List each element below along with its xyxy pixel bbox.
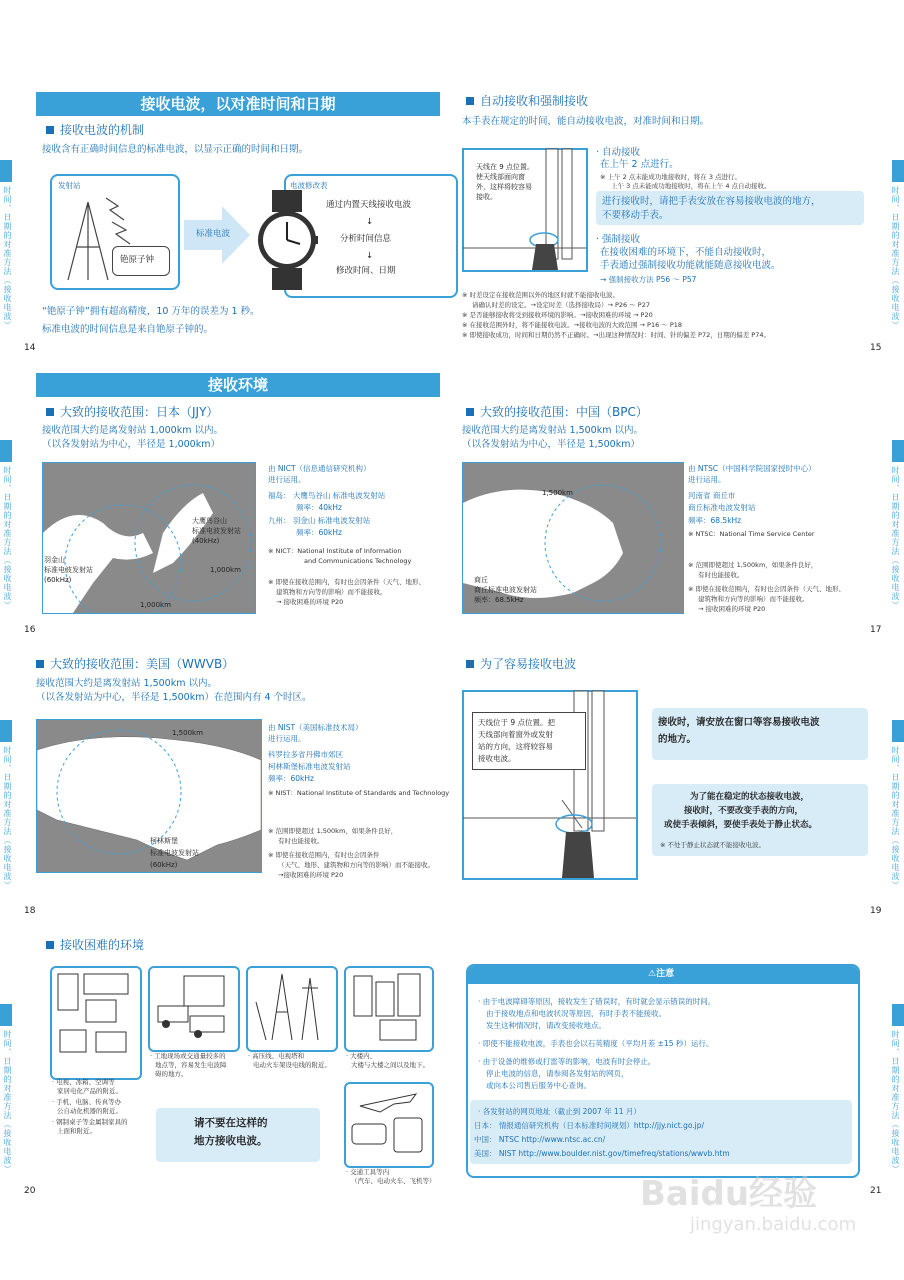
ntsc-note: ※ NTSC：National Time Service Center	[688, 530, 815, 538]
cap2-l3: 碍的地方。	[155, 1070, 188, 1078]
easy-reception-heading: 为了容易接收电波	[466, 655, 576, 672]
p18-note-0b: 有时也能接收。	[278, 837, 324, 845]
map-label-fortcollins-3: (60kHz)	[150, 861, 178, 869]
placement-tip-1: 进行接收时，请把手表安放在容易接收电波的地方，	[602, 196, 821, 207]
map-label-fortcollins-1: 柯林斯堡	[150, 837, 178, 845]
map-label-otakadoya-1: 大鹰鸟谷山	[192, 517, 227, 525]
auto-receive-note-2: 上午 3 点未能成功地接收时，将在上午 4 点自动接收。	[611, 182, 771, 190]
denver-suburb: 科罗拉多省丹佛市郊区	[268, 750, 343, 759]
cap1-l1: · 电视、冰箱、空调等	[52, 1078, 115, 1086]
fukushima-station: 福岛： 大鹰鸟谷山 标准电波发射站	[268, 491, 386, 500]
japan-range-l2: （以各发射站为中心，半径是 1,000km）	[42, 439, 220, 450]
fortcollins-frequency: 频率：60kHz	[268, 774, 314, 783]
side-tab-text: 时间、日期的对准方法（接收电波）	[3, 1030, 12, 1174]
p15-note-5: ※ 即使接收成功，时间和日期仍然不正确时。→出现这种情况时：时间、针的偏差 P72，日期的偏差 P74。	[462, 331, 770, 339]
side-tab-text: 时间、日期的对准方法（接收电波）	[3, 746, 12, 890]
p17-note-3: → 接收困难的环境 P20	[698, 605, 766, 613]
construction-traffic-icon	[154, 972, 230, 1042]
side-tab-text: 时间、日期的对准方法（接收电波）	[891, 466, 900, 610]
p15-note-2: 请确认时差的设定。→设定时差（选择接收局）→ P26 ～ P27	[472, 301, 650, 309]
page-number: 15	[870, 343, 882, 353]
website-china[interactable]: 中国： NTSC http://www.ntsc.ac.cn/	[474, 1135, 606, 1144]
p16-note-2: 建筑物和方向等的影响）而不能接收。	[276, 588, 387, 596]
mechanism-intro: 接收含有正确时间信息的标准电波，以显示正确的时间和日期。	[42, 144, 309, 155]
stability-tip-1: 为了能在稳定的状态接收电波，	[690, 792, 810, 802]
page-number: 20	[24, 1186, 36, 1196]
cap4-l1: · 大楼内、	[346, 1052, 377, 1060]
force-receive-line-1: 在接收困难的环境下，不能自动接收时，	[600, 247, 772, 258]
map-label-fortcollins-2: 标准电波发射站	[150, 849, 199, 857]
website-title: · 各发射站的网页地址（截止到 2007 年 11 月）	[478, 1107, 641, 1116]
cap3-l1: · 高压线、电视塔和	[248, 1052, 305, 1060]
signal-source-note: 标准电波的时间信息是来自铯原子钟的。	[42, 324, 214, 335]
usa-range-l2: （以各发射站为中心，半径是 1,500km）在范围内有 4 个时区。	[36, 692, 312, 703]
usa-map	[36, 719, 262, 873]
kyushu-station: 九州： 羽金山 标准电波发射站	[268, 516, 371, 525]
p17-note-2: 建筑物和方向等的影响）而不能接收。	[698, 595, 809, 603]
map-label-hagane-1: 羽金山	[44, 556, 65, 564]
map-label-1500km: 1,500km	[172, 729, 203, 737]
side-tab-text: 时间、日期的对准方法（接收电波）	[3, 466, 12, 610]
cap2-l1: · 工地现场或交通量较多的	[150, 1052, 226, 1060]
wristwatch-icon	[256, 190, 318, 290]
page-number: 18	[24, 906, 36, 916]
fukushima-frequency: 频率：40kHz	[296, 503, 342, 512]
p15-note-4: ※ 在接收范围外时，将不能接收电波。→接收电波的大致范围 → P16 ～ P18	[462, 321, 683, 329]
side-tab-text: 时间、日期的对准方法（接收电波）	[891, 746, 900, 890]
map-label-hagane-3: (60kHz)	[44, 576, 72, 584]
watermark-url: jingyan.baidu.com	[690, 1214, 857, 1235]
shangqiu-city: 河南省 商丘市	[688, 491, 736, 500]
china-range-l2: （以各发射站为中心，半径是 1,500km）	[462, 439, 640, 450]
japan-map	[42, 462, 256, 614]
nist-note: ※ NIST：National Institute of Standards and Technology	[268, 789, 450, 797]
stability-tip-3: 或使手表倾斜，要使手表处于静止状态。	[664, 820, 818, 830]
stability-note: ※ 不处于静止状态就不能接收电波。	[660, 841, 766, 849]
cap1-l3: · 手机、电脑、传真等办	[52, 1098, 122, 1106]
nict-note-1: ※ NICT：National Institute of Information	[268, 547, 402, 555]
placement-tip-2: 的地方。	[658, 734, 697, 745]
side-tab-left	[0, 160, 12, 182]
page-16-banner: 接收环境	[36, 373, 440, 397]
force-receive-title: · 强制接收	[596, 234, 641, 245]
shangqiu-station: 商丘标准电波发射站	[688, 503, 756, 512]
ntsc-operator-1: 由 NTSC（中国科学院国家授时中心）	[688, 464, 816, 473]
map-label-1000km-b: 1,000km	[140, 601, 171, 609]
p17-note-1: ※ 即使在接收范围内，有时也会因条件（天气、地形、	[688, 585, 846, 593]
map-label-shangqiu-1: 商丘	[474, 576, 488, 584]
auto-force-heading: 自动接收和强制接收	[466, 92, 588, 109]
page-number: 14	[24, 343, 36, 353]
caution-3a: · 由于设备的维修或打雷等的影响，电波有时会停止。	[478, 1057, 656, 1066]
p18-note-0a: ※ 范围即使超过 1,500km，如果条件良好，	[268, 827, 398, 835]
vehicles-icon	[350, 1088, 424, 1158]
china-range-heading: 大致的接收范围：中国（BPC）	[466, 403, 648, 420]
cesium-note: “铯原子钟”拥有超高精度，10 万年的误差为 1 秒。	[42, 306, 260, 317]
p16-note-1: ※ 即使在接收范围内，有时也会因条件（天气、地形、	[268, 578, 426, 586]
flow-arrow-1: ↓	[366, 217, 374, 227]
cap3-l2: 电动火车架设电线的附近。	[253, 1061, 331, 1069]
cap5-l1: · 交通工具等内	[346, 1168, 390, 1176]
p18-note-1: ※ 即使在接收范围内，有时也会因条件	[268, 851, 380, 859]
cap1-l4: 公自动化机器的附近。	[57, 1107, 122, 1115]
caution-3c: 或向本公司售后服务中心查询。	[486, 1081, 591, 1090]
atomic-clock-label: 铯原子钟	[120, 255, 155, 265]
watermark-logo: Baidu经验	[640, 1174, 818, 1214]
map-label-1500km: 1,500km	[542, 489, 573, 497]
p15-note-1: ※ 时差设定在接收范围以外的地区时就不能接收电波。	[462, 291, 620, 299]
stability-tip-2: 接收时，不要改变手表的方向，	[684, 806, 804, 816]
page-number: 19	[870, 906, 882, 916]
flow-step-2: 分析时间信息	[340, 234, 392, 244]
map-label-1000km-a: 1,000km	[210, 566, 241, 574]
map-label-otakadoya-2: 标准电波发射站	[192, 527, 241, 535]
shangqiu-frequency: 频率：68.5kHz	[688, 516, 742, 525]
side-tab-left	[0, 720, 12, 742]
p15-note-3: ※ 是否能够接收将受到接收环境的影响。→接收困难的环境 → P20	[462, 311, 653, 319]
map-label-shangqiu-2: 商丘标准电波发射站	[474, 586, 537, 594]
nict-operator-1: 由 NICT（信息通信研究机构）	[268, 464, 371, 473]
map-label-hagane-2: 标准电波发射站	[44, 566, 93, 574]
nist-operator-2: 进行运用。	[268, 734, 306, 743]
p18-note-3: →接收困难的环境 P20	[278, 871, 344, 879]
caution-2: · 即使不能接收电波，手表也会以石英精度（平均月差 ±15 秒）运行。	[478, 1039, 714, 1048]
fortcollins-station: 柯林斯堡标准电波发射站	[268, 762, 351, 771]
p17-note-0b: 有时也能接收。	[698, 571, 744, 579]
side-tab-left	[0, 1004, 12, 1026]
side-tab-right	[892, 160, 904, 182]
nict-operator-2: 进行运用。	[268, 475, 306, 484]
side-tab-text: 时间、日期的对准方法（接收电波）	[891, 1030, 900, 1174]
window-tip-1: 天线位于 9 点位置。把	[478, 718, 556, 727]
cap1-l2: 家居电化产品的附近。	[57, 1087, 122, 1095]
appliances-icon	[56, 972, 132, 1072]
website-usa[interactable]: 美国： NIST http://www.boulder.nist.gov/timefreq/stations/wwvb.htm	[474, 1149, 730, 1158]
signal-arrow-label: 标准电波	[196, 229, 231, 239]
window-tip-2: 使天线部面向窗	[476, 173, 525, 181]
force-receive-line-2: 手表通过强制接收功能就能随意接收电波。	[600, 260, 781, 271]
cap2-l2: 地点等，容易发生电波障	[155, 1061, 227, 1069]
side-tab-right	[892, 440, 904, 462]
auto-receive-title: · 自动接收	[596, 147, 641, 158]
map-label-otakadoya-3: (40kHz)	[192, 537, 220, 545]
p17-note-0a: ※ 范围即使超过 1,500km，如果条件良好，	[688, 561, 818, 569]
do-not-receive-l1: 请不要在这样的	[194, 1117, 268, 1129]
flow-step-1: 通过内置天线接收电波	[326, 200, 412, 210]
website-japan[interactable]: 日本： 情报通信研究机构（日本标准时间规划）http://jjy.nict.go.jp/	[474, 1121, 705, 1130]
japan-range-l1: 接收范围大约是离发射站 1,000km 以内。	[42, 425, 223, 436]
auto-force-intro: 本手表在规定的时间，能自动接收电波，对准时间和日期。	[462, 116, 710, 127]
ntsc-operator-2: 进行运用。	[688, 475, 726, 484]
p16-note-3: → 接收困难的环境 P20	[276, 598, 344, 606]
cap4-l2: 大楼与大楼之间以及地下。	[351, 1061, 429, 1069]
side-tab-left	[0, 440, 12, 462]
usa-range-heading: 大致的接收范围：美国（WWVB）	[36, 655, 234, 672]
caution-1c: 发生这种情况时，请改变接收地点。	[486, 1021, 606, 1030]
force-receive-link[interactable]: → 强制接收方法 P56 ～ P57	[600, 275, 697, 284]
window-tip-4: 接收。	[476, 193, 497, 201]
page-number: 16	[24, 625, 36, 635]
side-tab-text: 时间、日期的对准方法（接收电波）	[3, 186, 12, 330]
flow-arrow-2: ↓	[366, 251, 374, 261]
flow-step-3: 修改时间、日期	[336, 266, 396, 276]
caution-1a: · 由于电波障碍等原因，接收发生了错误时，有时就会显示错误的时间。	[478, 997, 716, 1006]
p18-note-2: （天气、地形、建筑物和方向等的影响）而不能接收。	[278, 861, 434, 869]
window-tip-2: 天线部向着窗外或发射	[478, 730, 553, 739]
kyushu-frequency: 频率：60kHz	[296, 528, 342, 537]
side-tab-right	[892, 720, 904, 742]
caution-1b: 由于接收地点和电波状况等原因，有时手表不能接收。	[486, 1009, 666, 1018]
china-range-l1: 接收范围大约是离发射站 1,500km 以内。	[462, 425, 643, 436]
watch-box-title: 电波修改表	[290, 181, 328, 190]
cap1-l5: · 钢制桌子等金属制家具的	[52, 1118, 128, 1126]
caution-3b: 停止电波的信息，请参阅各发射站的网页，	[486, 1069, 629, 1078]
side-tab-text: 时间、日期的对准方法（接收电波）	[891, 186, 900, 330]
warning-triangle-icon: ⚠	[648, 969, 657, 979]
placement-tip-1: 接收时，请安放在窗口等容易接收电波	[658, 717, 820, 728]
japan-range-heading: 大致的接收范围：日本（JJY）	[46, 403, 218, 420]
auto-receive-note-1: ※ 上午 2 点未能成功地接收时，将在 3 点进行。	[600, 173, 742, 181]
auto-receive-time: 在上午 2 点进行。	[600, 159, 679, 170]
difficult-env-heading: 接收困难的环境	[46, 936, 144, 953]
window-tip-1: 天线在 9 点位置。	[476, 163, 534, 171]
cap5-l2: （汽车、电动火车、飞机等）	[351, 1177, 436, 1185]
window-tip-4: 接收电波。	[478, 754, 516, 763]
do-not-receive-l2: 地方接收电波。	[194, 1135, 268, 1147]
page-number: 17	[870, 625, 882, 635]
side-tab-right	[892, 1004, 904, 1026]
usa-range-l1: 接收范围大约是离发射站 1,500km 以内。	[36, 678, 217, 689]
placement-tip-2: 不要移动手表。	[602, 210, 669, 221]
nist-operator-1: 由 NIST（美国标准技术局）	[268, 723, 363, 732]
window-tip-3: 外，这样将较容易	[476, 183, 532, 191]
caution-title: ⚠注意	[648, 969, 675, 979]
nict-note-2: and Communications Technology	[304, 557, 412, 565]
map-label-shangqiu-3: 频率：68.5kHz	[474, 596, 524, 604]
tower-powerline-icon	[252, 972, 328, 1042]
buildings-subway-icon	[350, 972, 424, 1042]
page-number: 21	[870, 1186, 882, 1196]
page-14-banner: 接收电波，以对准时间和日期	[36, 92, 440, 116]
station-label: 发射站	[58, 181, 81, 190]
cap1-l6: 上面和附近。	[57, 1127, 96, 1135]
mechanism-heading: 接收电波的机制	[46, 121, 144, 138]
window-tip-3: 站的方向，这将较容易	[478, 742, 553, 751]
